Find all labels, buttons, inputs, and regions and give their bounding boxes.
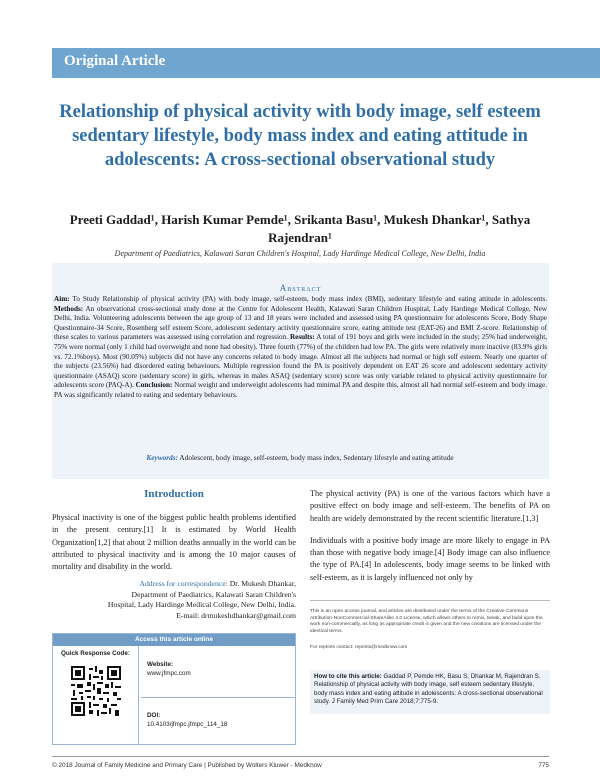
abstract-box: [52, 263, 549, 479]
doi-cell: [141, 699, 295, 744]
introduction-heading: Introduction: [144, 488, 204, 500]
website-cell: [141, 646, 295, 698]
access-heading: Access this article online: [53, 634, 295, 646]
keywords-text: Adolescent, body image, self-esteem, body mass index, Sedentary lifestyle and eating attitude: [178, 453, 454, 462]
keywords-label: Keywords:: [146, 453, 179, 462]
access-online-box: [52, 633, 296, 745]
aim-label: Aim:: [54, 295, 70, 303]
affiliation: Department of Paediatrics, Kalawati Saran Children's Hospital, Lady Hardinge Medical College, New Delhi, India: [114, 249, 486, 258]
citation-label: How to cite this article:: [314, 673, 382, 680]
correspondence-email[interactable]: E-mail: drmukeshdhankar@gmail.com: [176, 611, 296, 621]
correspondence: [52, 579, 296, 622]
methods-text: An observational cross-sectional study done at the Centre for Adolescent Health, Kalawati Saran Children Hospital, Lady Hardinge Medical College, New Delhi, India. Volunteering adolescents between the age group of 13 and 18 years were included and assessed using PA questionnaire for adolescents Score, Body Shape Questionnaire-34 Score, Rosenberg self esteem Score, adolescent sedentary activity questionnaire score, eating attitude test (EAT-26) and BMI Z-score. Relationship of these scales to various parameters was assessed using correlation and regression.: [54, 304, 547, 342]
article-type-banner: [52, 48, 600, 78]
author-list: Preeti Gaddad¹, Harish Kumar Pemde¹, Srikanta Basu¹, Mukesh Dhankar¹, Sathya Rajendran¹: [69, 212, 531, 245]
keywords: [0, 453, 600, 462]
abstract-heading: Abstract: [279, 283, 322, 293]
page-footer: [52, 762, 549, 769]
website-link[interactable]: www.jfmpc.com: [147, 670, 191, 677]
methods-label: Methods:: [54, 304, 84, 313]
introduction-paragraph: Physical inactivity is one of the biggest public health problems identified in the present century.[1] It is estimated by World Health Organization[1,2] that about 2 million deaths annually in the world can be attributed to physical inactivity and is among the 10 major causes of mortality and disability in the world.: [52, 513, 296, 572]
website-label: Website:: [147, 661, 174, 668]
article-title: Relationship of physical activity with body image, self esteem sedentary lifestyle, body mass index and eating attitude in adolescents: A cross-sectional observational study: [59, 102, 541, 170]
correspondence-name: Dr. Mukesh Dhankar,: [227, 579, 296, 588]
aim-text: To Study Relationship of physical activity (PA) with body image, self-esteem, body mass index (BMI), sedentary lifestyle and eating attitude in adolescents.: [69, 295, 547, 303]
right-paragraph-1: The physical activity (PA) is one of the various factors which have a positive effect on body image and self-esteem. The benefits of PA on health are widely demonstrated by the recent scientific literature.[1,3]: [310, 489, 550, 523]
reprints-note: For reprints contact: reprints@medknow.com: [310, 645, 408, 650]
results-label: Results:: [289, 333, 315, 342]
conclusion-text: Normal weight and underweight adolescents had minimal PA and despite this, almost all had normal self-esteem and body image. PA was significantly related to eating and sedentary behaviours.: [54, 381, 547, 399]
page-number: 775: [538, 762, 549, 769]
footer-text: © 2018 Journal of Family Medicine and Primary Care | Published by Wolters Kluwer - Medknow: [52, 762, 322, 769]
citation-box: [310, 670, 550, 714]
conclusion-label: Conclusion:: [135, 381, 173, 390]
citation-text: Gaddad P, Pemde HK, Basu S, Dhankar M, Rajendran S. Relationship of physical activity with body image, self esteem sedentary lifestyle, body mass index and eating attitude in adolescents: A cross-sectional observational study. J Family Med Prim Care 2018;7:775-9.: [314, 673, 543, 705]
abstract-text: [54, 295, 547, 401]
results-text: A total of 191 boys and girls were included in the study; 25% had underweight, 75% were normal (only 1 child had overweight and none had obesity). Three fourth (77%) of the children had low PA. The girls were relatively more inactive (83.9% girls vs. 72.1%boys). Most (90.05%) subjects did not have any concerns related to body image. Almost all the subjects had normal or high self esteem. Nearly one quarter of the subjects (23.56%) had disordered eating behaviours. Multiple regression found the PA is positively dependent on EAT 26 score and adolescent sedentary activity questionnaire (ASAQ) score (sedentary score) in girls, whereas in males ASAQ (sedentary score) score was only variable related to physical activity questionnaire for adolescents score (PAQ-A).: [54, 333, 548, 390]
qr-label: Quick Response Code:: [61, 650, 130, 657]
article-type-label: Original Article: [64, 53, 166, 69]
left-column: [52, 488, 296, 573]
doi-label: DOI:: [147, 712, 161, 719]
correspondence-label: Address for correspondence:: [139, 579, 228, 588]
license-note: This is an open access journal, and articles are distributed under the terms of the Creative Commons Attribution-NonCommercial-ShareAlike 4.0 License, which allows others to remix, tweak, and build upon the work non-commercially, as long as appropriate credit is given and the new creations are licensed under the identical terms.: [310, 600, 550, 635]
correspondence-line-2: Hospital, Lady Hardinge Medical College, New Delhi, India.: [107, 600, 296, 610]
qr-cell: [53, 646, 139, 744]
right-paragraph-2: Individuals with a positive body image are more likely to engage in PA than those with negative body image.[4] Body image can also influence the type of PA.[4] In adolescents, body image seems to be linked with self-esteem, as it is largely influenced not only by: [310, 535, 550, 582]
footer-divider: [52, 756, 549, 757]
right-column: [310, 488, 550, 584]
qr-code-icon[interactable]: [71, 666, 121, 716]
doi-value[interactable]: 10.4103/jfmpc.jfmpc_114_18: [147, 721, 228, 728]
correspondence-line-1: Department of Paediatrics, Kalawati Saran Children's: [131, 589, 296, 599]
